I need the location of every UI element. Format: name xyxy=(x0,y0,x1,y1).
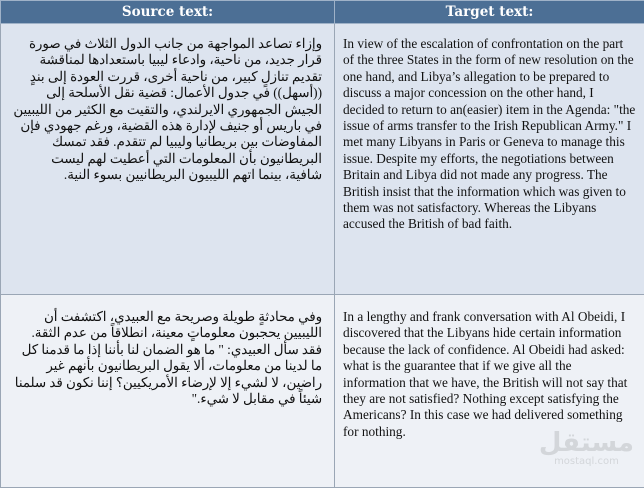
target-text-header: Target text: xyxy=(335,1,644,24)
watermark-arabic: مستقل xyxy=(539,430,634,456)
watermark-latin: mostaql.com xyxy=(539,457,634,467)
target-paragraph-1: In view of the escalation of confrontation on the part of the three States in the form of new resolution on the one hand, and Libya’s allegation to be prepared to discuss a major concession on the other hand, I decided to return to an(easier) item in the Agenda: "the issue of arms transfer to the Irish Republican Army." I met many Libyans in Paris or Geneva to manage this issue. Despite my efforts, the negotiations between Britain and Libya did not made any progress. The British insist that the information which was given to them was not satisfactory. Whereas the Libyans accused the British of bad faith. xyxy=(335,24,644,295)
source-text-header: Source text: xyxy=(1,1,335,24)
header-row xyxy=(1,1,644,24)
target-paragraph-2: In a lengthy and frank conversation with Al Obeidi, I discovered that the Libyans hide certain information because the lack of confidence. Al Obeidi had asked: what is the guarantee that if we give all the information that we have, the British will not say that they are not satisfied? Nothing except satisfying the Americans? In this case we had delivered something for nothing. xyxy=(335,295,644,488)
table-row xyxy=(1,24,644,295)
source-paragraph-1: وإزاء تصاعد المواجهة من جانب الدول الثلاث في صورة قرار جديد، من ناحية، وادعاء ليبيا باستعدادها لمناقشة تقديم تنازلٍ كبير، من ناحية أخرى، قررت العودة إلى بندٍ ((أسهل)) في جدول الأعمال: قضية نقل الأسلحة إلى الجيش الجمهوري الايرلندي، والتقيت مع الكثير من الليبيين في باريس أو جنيف لإدارة هذه القضية، ورغم جهودي فإن المفاوضات بين بريطانيا وليبيا لم تتقدم. فقد تمسك البريطانيون بأن المعلومات التي أعطيت لهم ليست شافية، بينما اتهم الليبيون البريطانيين بسوء النية. xyxy=(1,24,335,295)
source-paragraph-2: وفي محادثةٍ طويلة وصريحة مع العبيدي، اكتشفت أن الليبيين يحجبون معلوماتٍ معينة، انطلاقاً من عدم الثقة. فقد سأل العبيدي: " ما هو الضمان لنا بأننا إذا ما قدمنا كل ما لدينا من معلومات، ألا يقول البريطانيون بأنهم غير راضين، لا لشيء إلا لإرضاء الأمريكيين؟ إننا نكون قد سلمنا شيئاً في مقابل لا شيء." xyxy=(1,295,335,488)
table-row xyxy=(1,295,644,488)
